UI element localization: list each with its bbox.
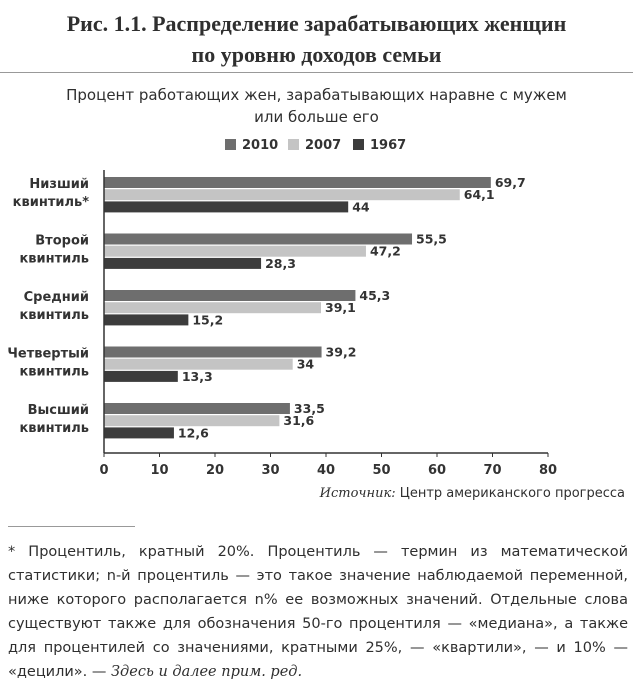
bar-1967-0 xyxy=(104,201,348,212)
bar-2007-1 xyxy=(104,246,366,257)
data-label-1967-0: 44 xyxy=(352,199,370,215)
category-label-2-0: Средний xyxy=(23,290,89,305)
category-label-4-1: квинтиль xyxy=(19,421,89,436)
bar-2010-4 xyxy=(104,403,290,414)
bar-1967-3 xyxy=(104,371,178,382)
data-label-2010-2: 45,3 xyxy=(359,288,391,303)
legend-swatch-1967 xyxy=(353,139,364,150)
legend-label-1967: 1967 xyxy=(370,138,407,153)
bar-2010-2 xyxy=(104,290,355,301)
x-tick-label-60: 60 xyxy=(427,463,447,478)
category-label-4-0: Высший xyxy=(27,403,89,418)
legend-swatch-2007 xyxy=(288,139,299,150)
data-label-2007-3: 34 xyxy=(296,356,315,372)
category-label-1-1: квинтиль xyxy=(19,251,89,267)
bar-2010-3 xyxy=(104,347,322,358)
bar-2007-0 xyxy=(104,189,460,200)
figure-title-line1: Рис. 1.1. Распределение зарабатывающих женщин xyxy=(66,11,567,36)
bar-2010-1 xyxy=(104,234,412,245)
source-label: Источник: xyxy=(319,486,396,501)
x-tick-label-50: 50 xyxy=(372,463,391,478)
footnote-text: * Процентиль, кратный 20%. Процентиль — термин из математической статистики; n-й процентиль — это такое значение наблюдаемой переменной, ниже которого располагается n% ее возможных значений. Отдельные слова существуют также для обозначения 50-го процентиля — «медиана», а также для процентилей со значениями, кратными 25%, — «квартили», — и 10% — «децили». — xyxy=(8,544,628,680)
bar-2010-0 xyxy=(104,177,491,188)
data-label-1967-1: 28,3 xyxy=(265,255,296,271)
data-label-2010-1: 55,5 xyxy=(416,231,447,247)
category-label-0-1: квинтиль* xyxy=(12,195,89,210)
data-label-2010-4: 33,5 xyxy=(293,401,325,416)
figure-title-line2: по уровню доходов семьи xyxy=(191,42,442,67)
data-label-1967-2: 15,2 xyxy=(192,312,224,328)
footnote-rule xyxy=(8,526,135,527)
category-label-3-0: Четвертый xyxy=(7,346,89,362)
category-label-2-1: квинтиль xyxy=(19,308,89,323)
data-label-2007-0: 64,1 xyxy=(463,187,495,203)
bar-1967-2 xyxy=(104,314,188,325)
data-label-2010-0: 69,7 xyxy=(494,175,526,190)
chart-subtitle-line2: или больше его xyxy=(254,108,379,126)
source-note xyxy=(320,486,625,501)
legend-label-2010: 2010 xyxy=(242,138,279,153)
x-tick-label-0: 0 xyxy=(99,463,109,478)
x-tick-label-20: 20 xyxy=(205,463,225,478)
x-tick-label-70: 70 xyxy=(483,463,502,478)
x-tick-label-10: 10 xyxy=(150,463,169,478)
x-tick-label-80: 80 xyxy=(538,463,558,478)
data-label-2007-2: 39,1 xyxy=(325,300,356,316)
data-label-1967-3: 13,3 xyxy=(181,368,213,384)
x-tick-label-40: 40 xyxy=(316,463,336,478)
footnote-editor-note: Здесь и далее прим. ред. xyxy=(111,664,303,680)
legend-swatch-2010 xyxy=(225,139,236,150)
source-text: Центр американского прогресса xyxy=(399,486,625,501)
category-label-3-1: квинтиль xyxy=(19,364,89,380)
bar-1967-4 xyxy=(104,427,174,438)
footnote xyxy=(8,540,628,684)
data-label-1967-4: 12,6 xyxy=(177,425,209,441)
data-label-2007-4: 31,6 xyxy=(283,413,315,429)
legend-label-2007: 2007 xyxy=(305,138,342,153)
data-label-2007-1: 47,2 xyxy=(369,243,401,259)
category-label-0-0: Низший xyxy=(29,177,89,192)
category-label-1-0: Второй xyxy=(35,233,89,249)
x-tick-label-30: 30 xyxy=(261,463,280,478)
chart-subtitle-line1: Процент работающих жен, зарабатывающих наравне с мужем xyxy=(66,86,567,104)
bar-1967-1 xyxy=(104,258,261,269)
data-label-2010-3: 39,2 xyxy=(325,344,357,360)
